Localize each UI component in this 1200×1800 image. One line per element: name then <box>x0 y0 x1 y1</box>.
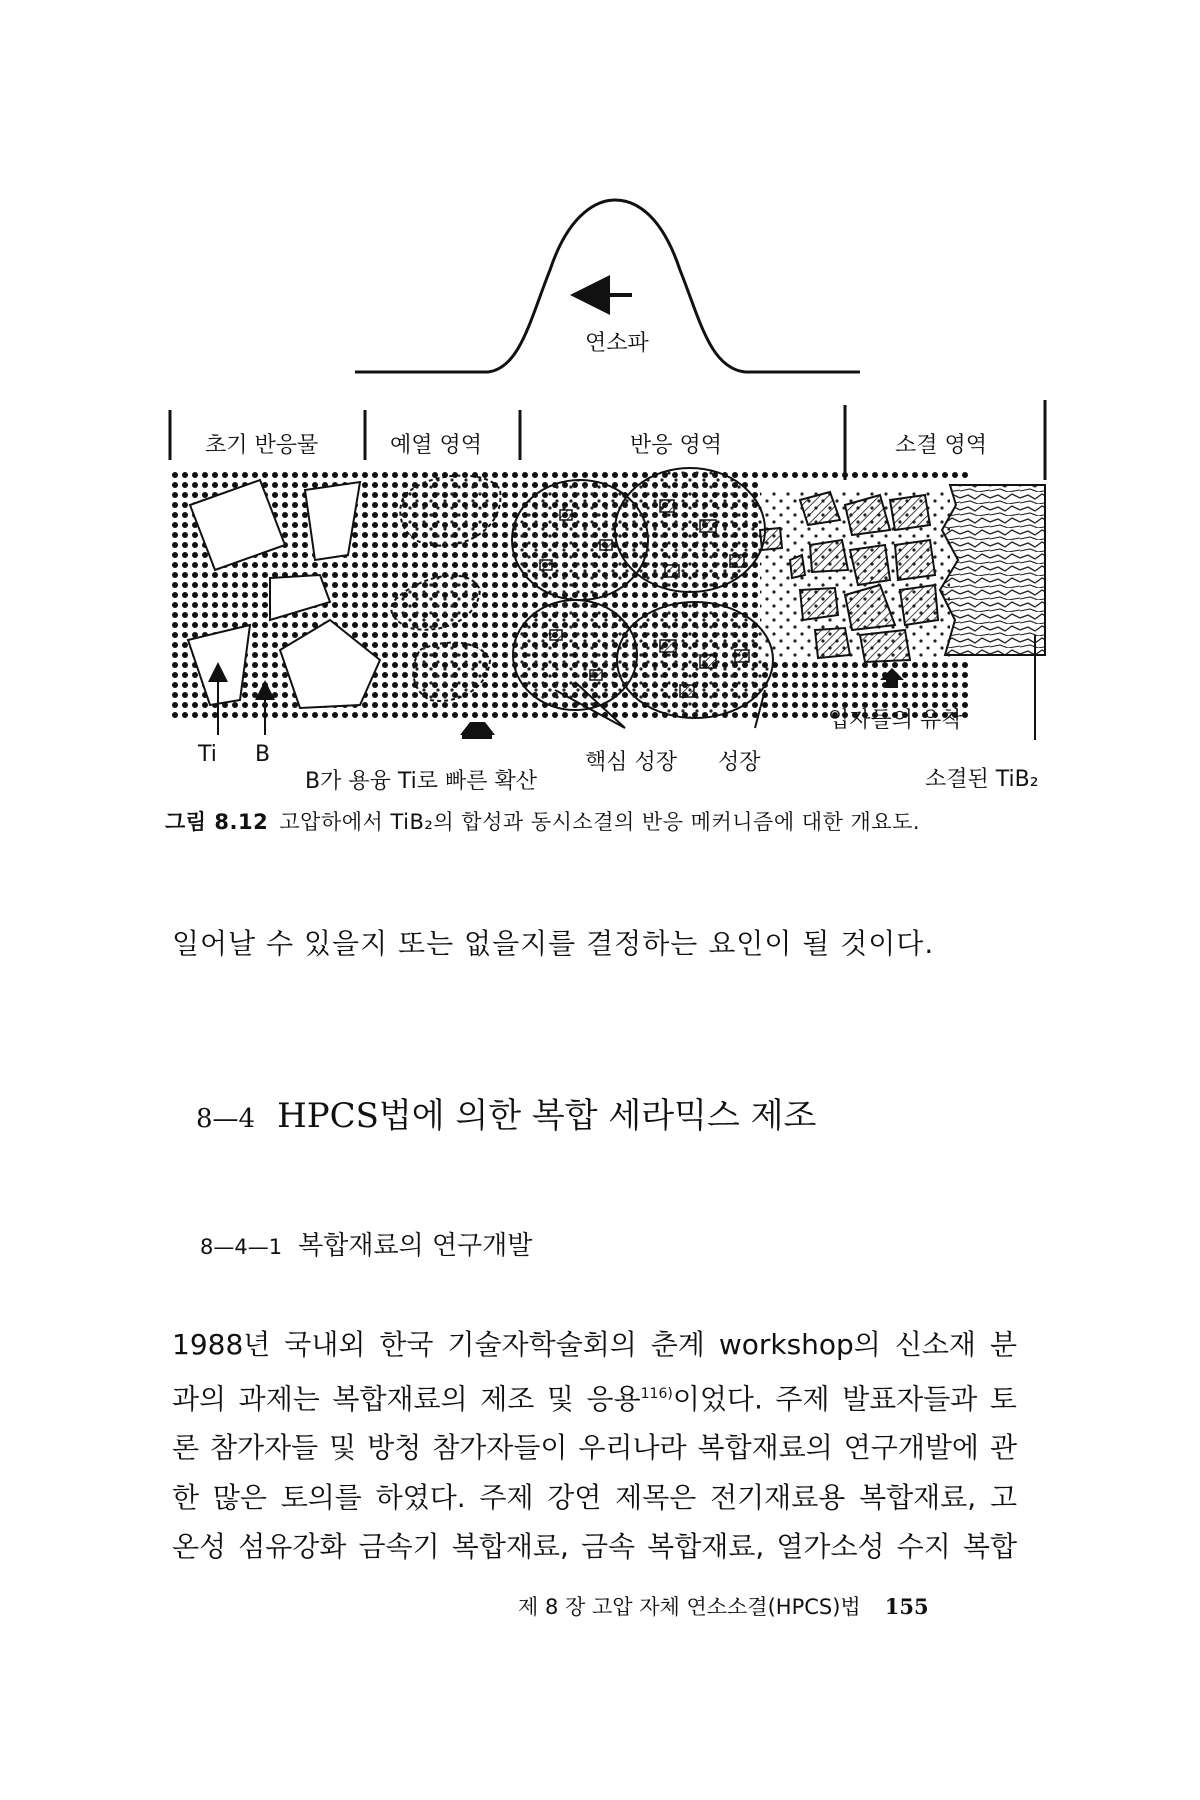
label-growth: 성장 <box>718 750 761 775</box>
combustion-wave-label: 연소파 <box>585 331 649 356</box>
label-sintered-tib2: 소결된 TiB₂ <box>925 767 1039 792</box>
label-particle-adhesion: 입자들의 유착 <box>828 708 963 733</box>
page-number: 155 <box>884 1594 929 1619</box>
label-b-diffusion: B가 용융 Ti로 빠른 확산 <box>305 769 537 794</box>
chapter-running-title: 제 8 장 고압 자체 연소소결(HPCS)법 <box>518 1595 861 1619</box>
page-footer <box>518 1591 929 1621</box>
body-paragraph <box>172 1320 1017 1572</box>
section-title: HPCS법에 의한 복합 세라믹스 제조 <box>277 1096 817 1136</box>
paragraph-line-2 <box>172 1370 1017 1424</box>
figure-drawing <box>0 0 1200 820</box>
paragraph-line-2b: 이었다. 주제 발표자들과 토 <box>672 1381 1017 1415</box>
caption-number: 그림 8.12 <box>165 810 269 834</box>
zone-initial-reactant: 초기 반응물 <box>205 433 319 458</box>
paragraph-line-3: 론 참가자들 및 방청 참가자들이 우리나라 복합재료의 연구개발에 관 <box>172 1431 1017 1465</box>
zone-preheat: 예열 영역 <box>390 433 483 458</box>
subsection-number: 8—4—1 <box>200 1235 283 1259</box>
label-b: B <box>255 742 271 767</box>
section-heading <box>196 1088 816 1137</box>
paragraph-line-1: 1988년 국내외 한국 기술자학술회의 춘계 workshop의 신소재 분 <box>172 1328 1017 1361</box>
zone-sintering: 소결 영역 <box>895 433 988 458</box>
subsection-heading <box>200 1225 532 1262</box>
figure-caption <box>165 806 920 836</box>
caption-text: 고압하에서 TiB₂의 합성과 동시소결의 반응 메커니즘에 대한 개요도. <box>279 810 921 834</box>
paragraph-line-4: 한 많은 토의를 하였다. 주제 강연 제목은 전기재료용 복합재료, 고 <box>172 1480 1017 1514</box>
reference-superscript: 116) <box>640 1385 673 1402</box>
subsection-title: 복합재료의 연구개발 <box>298 1231 533 1261</box>
sintered-tib2-block <box>940 485 1045 655</box>
paragraph-line-5: 온성 섬유강화 금속기 복합재료, 금속 복합재료, 열가소성 수지 복합 <box>172 1530 1017 1564</box>
label-nucleation: 핵심 성장 <box>585 750 678 775</box>
zone-reaction: 반응 영역 <box>630 433 723 458</box>
body-text-line: 일어날 수 있을지 또는 없을지를 결정하는 요인이 될 것이다. <box>172 927 935 960</box>
label-ti: Ti <box>198 742 217 767</box>
section-number: 8—4 <box>196 1104 256 1134</box>
paragraph-line-2a: 과의 과제는 복합재료의 제조 및 응용 <box>172 1381 641 1415</box>
reaction-mechanism-figure <box>0 0 1200 820</box>
